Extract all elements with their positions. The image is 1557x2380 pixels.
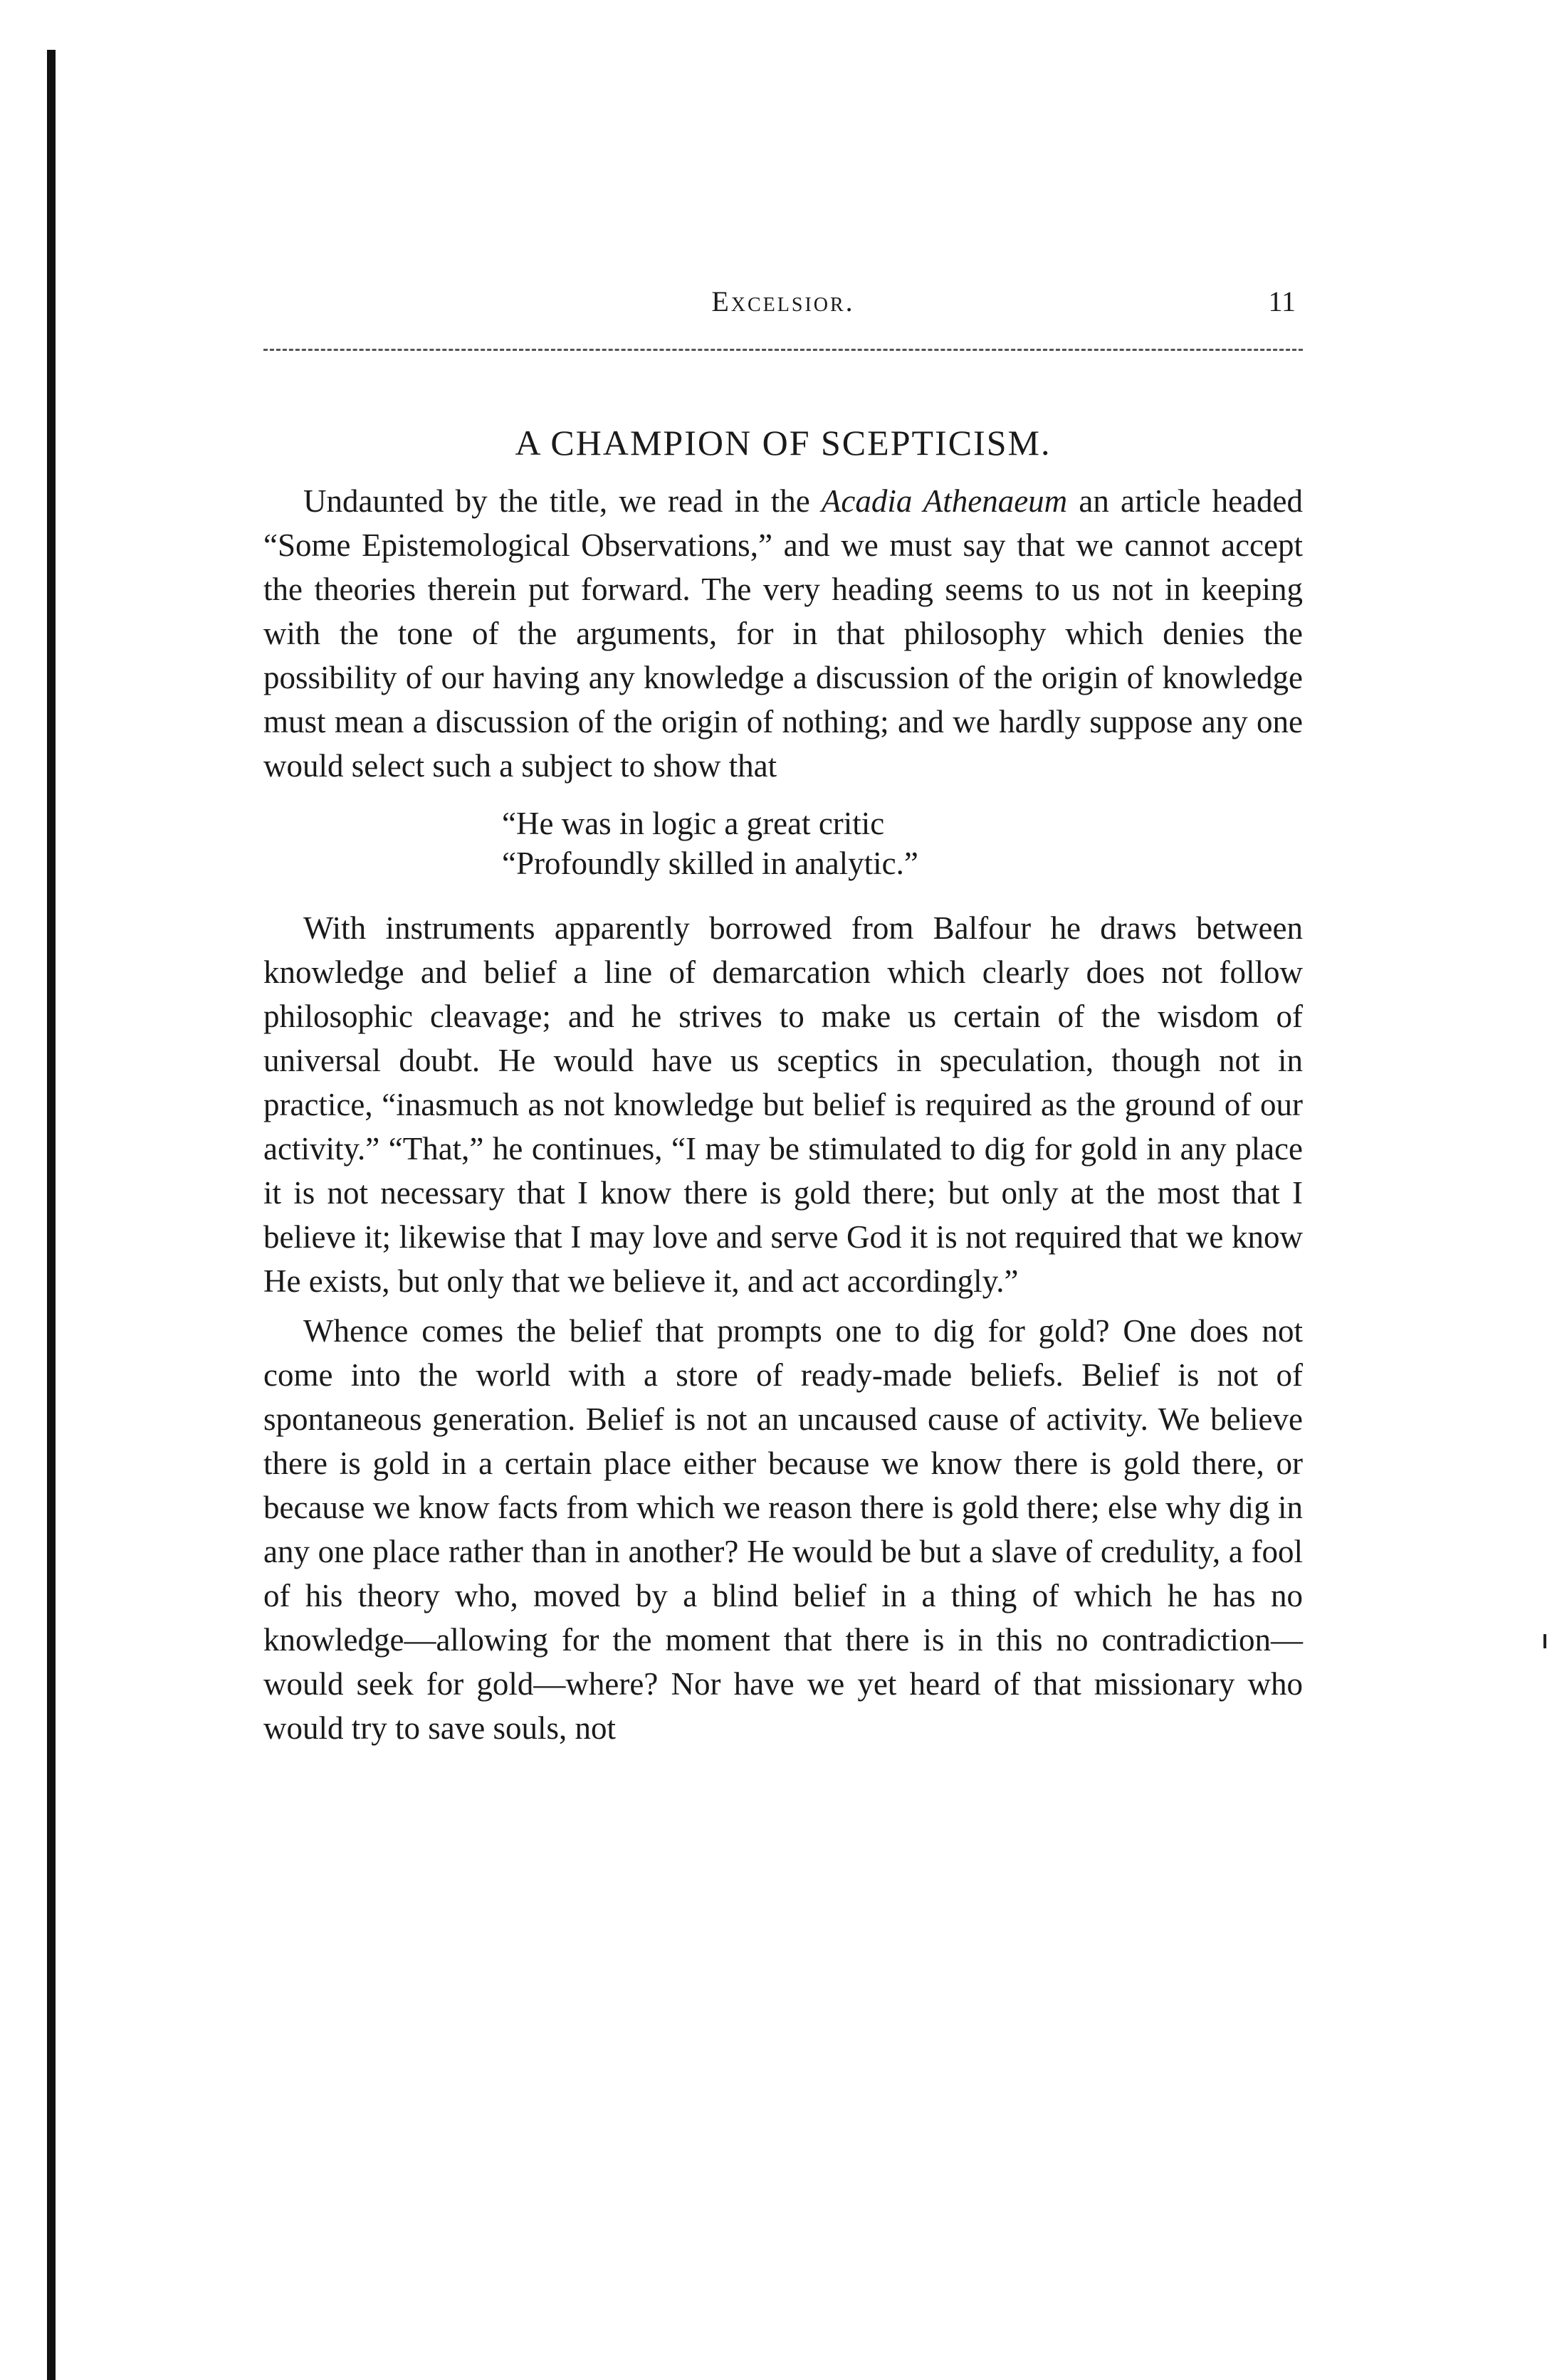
page-body: [263, 285, 1303, 1750]
verse-quotation: [502, 804, 1303, 883]
binding-edge-rule: [47, 50, 56, 2380]
paragraph-1-lead: Undaunted by the title, we read in the: [303, 483, 822, 519]
margin-mark: [1543, 1634, 1546, 1648]
running-head: [263, 285, 1303, 335]
paragraph-1: [263, 479, 1303, 788]
article-title: A CHAMPION OF SCEPTICISM.: [515, 423, 1052, 463]
paragraph-3: Whence comes the belief that prompts one to dig for gold? One does not come into the world with a store of ready-made beliefs. Belief is not of spontaneous generation. Belief is not an uncaused cause of activity. We believe there is gold in a certain place either because we know there is gold there, or because we know facts from which we reason there is gold there; else why dig in any one place rather than in another? He would be but a slave of credulity, a fool of his theory who, moved by a blind belief in a thing of which he has no knowledge—allowing for the moment that there is in this no contradiction—would seek for gold—where? Nor have we yet heard of that missionary who would try to save souls, not: [263, 1313, 1303, 1746]
journal-title-italic: Acadia Athenaeum: [821, 483, 1068, 519]
verse-line: “He was in logic a great critic: [502, 806, 885, 841]
paragraph-1-rest: an article headed “Some Epistemological Observations,” and we must say that we cannot accept the theories therein put forward. The very heading seems to us not in keeping with the tone of the arguments, for in that philosophy which denies the possibility of our having any knowledge a discussion of the origin of knowledge must mean a discussion of the origin of nothing; and we hardly suppose any one would select such a subject to show that: [263, 483, 1303, 784]
verse-line: “Profoundly skilled in analytic.”: [502, 846, 918, 881]
running-title: Excelsior.: [711, 285, 855, 317]
paragraph-2: With instruments apparently borrowed from Balfour he draws between knowledge and belief a line of demarcation which clearly does not follow philosophic cleavage; and he strives to make us certain of the wisdom of universal doubt. He would have us sceptics in speculation, though not in practice, “inasmuch as not knowledge but belief is required as the ground of our activity.” “That,” he continues, “I may be stimulated to dig for gold in any place it is not necessary that I know there is gold there; but only at the most that I believe it; likewise that I may love and serve God it is not required that we know He exists, but only that we believe it, and act accordingly.”: [263, 910, 1303, 1299]
header-rule: [263, 349, 1303, 351]
page-number: 11: [1268, 285, 1296, 317]
